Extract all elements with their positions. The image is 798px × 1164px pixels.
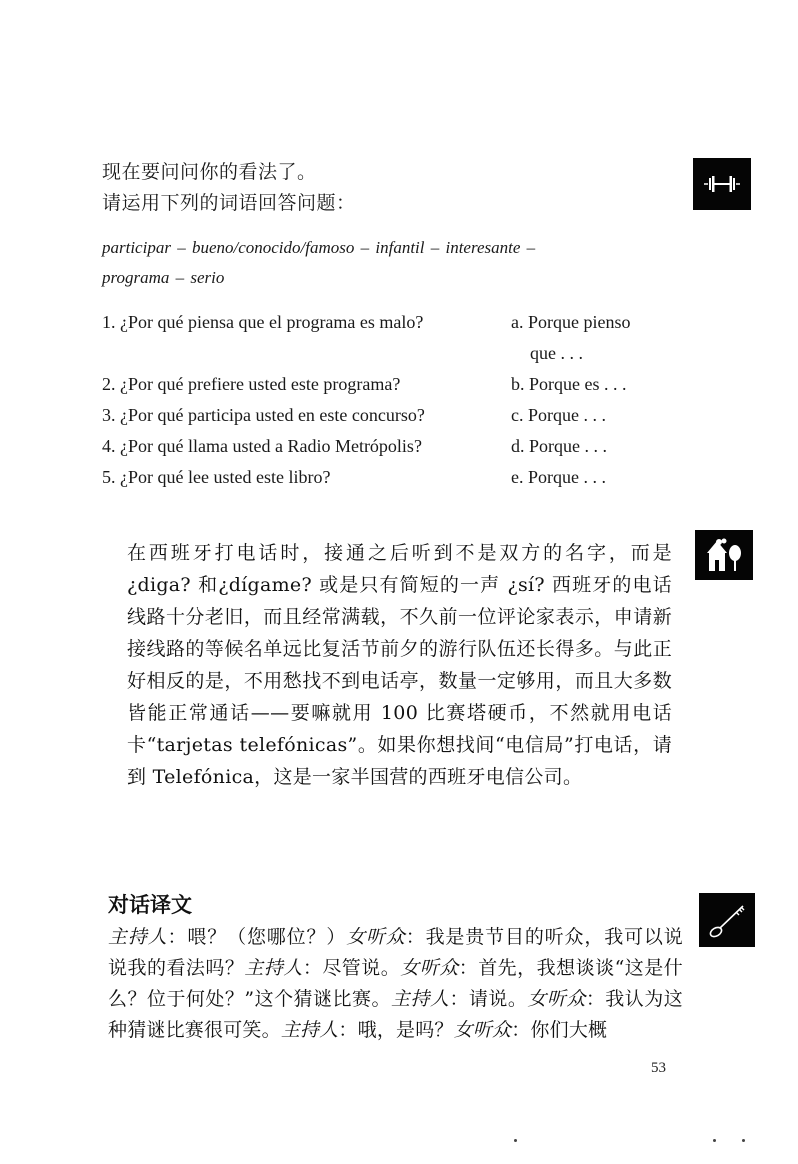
- answer-text: Porque . . .: [528, 405, 606, 425]
- vocabulary-line-1: participar – bueno/conocido/famoso – infantil – interesante –: [102, 238, 536, 257]
- scan-speck: [713, 1139, 716, 1142]
- question-number: 3.: [102, 405, 116, 425]
- house-tree-icon: [695, 530, 753, 580]
- question-text: ¿Por qué llama usted a Radio Metrópolis?: [120, 436, 422, 456]
- answer-e: [511, 462, 606, 493]
- question-number: 1.: [102, 312, 116, 332]
- utterance: ：你们大概: [511, 1019, 608, 1041]
- question-number: 5.: [102, 467, 116, 487]
- answer-b: [511, 369, 627, 400]
- answer-a: [511, 307, 631, 338]
- answer-text: Porque . . .: [529, 436, 607, 456]
- answer-text: Porque pienso: [528, 312, 631, 332]
- speaker-listener: 女听众: [527, 988, 586, 1010]
- scan-speck: [742, 1139, 745, 1142]
- answer-letter: b.: [511, 374, 525, 394]
- scan-speck: [514, 1139, 517, 1142]
- utterance: ：我是贵节目的听众，我可以说说我的看法吗？: [108, 926, 683, 979]
- speaker-host: 主持人: [108, 926, 168, 948]
- question-number: 2.: [102, 374, 116, 394]
- vocabulary-line-2: programa – serio: [102, 268, 225, 287]
- speaker-listener: 女听众: [400, 957, 459, 979]
- answer-c: [511, 400, 606, 431]
- speaker-listener: 女听众: [453, 1019, 512, 1041]
- speaker-host: 主持人: [280, 1019, 339, 1041]
- question-text: ¿Por qué prefiere usted este programa?: [120, 374, 401, 394]
- intro-line-1: 现在要问问你的看法了。: [102, 161, 317, 183]
- intro-line-2: 请运用下列的词语回答问题：: [102, 192, 356, 214]
- utterance: ：哦，是吗？: [338, 1019, 454, 1041]
- answer-text: Porque es . . .: [529, 374, 627, 394]
- answer-letter: a.: [511, 312, 524, 332]
- speaker-listener: 女听众: [346, 926, 406, 948]
- answer-a-continuation: que . . .: [530, 343, 583, 363]
- answer-letter: e.: [511, 467, 524, 487]
- utterance: ：喂？（您哪位？）: [167, 926, 347, 948]
- question-text: ¿Por qué lee usted este libro?: [120, 467, 331, 487]
- question-text: ¿Por qué piensa que el programa es malo?: [120, 312, 424, 332]
- section-title: 对话译文: [108, 893, 192, 917]
- dumbbell-icon: [693, 158, 751, 210]
- cultural-note: [127, 537, 672, 793]
- answer-d: [511, 431, 607, 462]
- answer-text: Porque . . .: [528, 467, 606, 487]
- speaker-host: 主持人: [244, 957, 303, 979]
- utterance: ：请说。: [449, 988, 528, 1010]
- dialog-translation: [108, 922, 683, 1046]
- question-4: [102, 431, 422, 462]
- question-3: [102, 400, 425, 431]
- cultural-note-text: 在西班牙打电话时，接通之后听到不是双方的名字，而是¿diga? 和¿dígame? 或是只有简短的一声 ¿sí? 西班牙的电话线路十分老旧，而且经常满载，不久前一位评论家表示，申请新接线路的等候名单远比复活节前夕的游行队伍还长得多。与此正好相反的是，不用愁找不到电话亭，数量一定够用，而且大多数皆能正常通话——要嘛就用 100 比赛塔硬币，不然就用电话卡“tarjetas telefónicas”。如果你想找间“电信局”打电话，请到 Telefónica，这是一家半国营的西班牙电信公司。: [127, 542, 672, 788]
- page-number: 53: [651, 1060, 666, 1076]
- key-icon: [699, 893, 755, 947]
- question-number: 4.: [102, 436, 116, 456]
- utterance: ：首先，我想谈谈“这是什么？位于何处？”这个猜谜比赛。: [108, 957, 683, 1010]
- question-2: [102, 369, 400, 400]
- speaker-host: 主持人: [390, 988, 450, 1010]
- answer-letter: d.: [511, 436, 525, 456]
- question-5: [102, 462, 330, 493]
- utterance: ：我认为这种猜谜比赛很可笑。: [108, 988, 683, 1041]
- question-text: ¿Por qué participa usted en este concurso?: [120, 405, 425, 425]
- question-1: [102, 307, 423, 338]
- utterance: ：尽管说。: [302, 957, 401, 979]
- answer-letter: c.: [511, 405, 524, 425]
